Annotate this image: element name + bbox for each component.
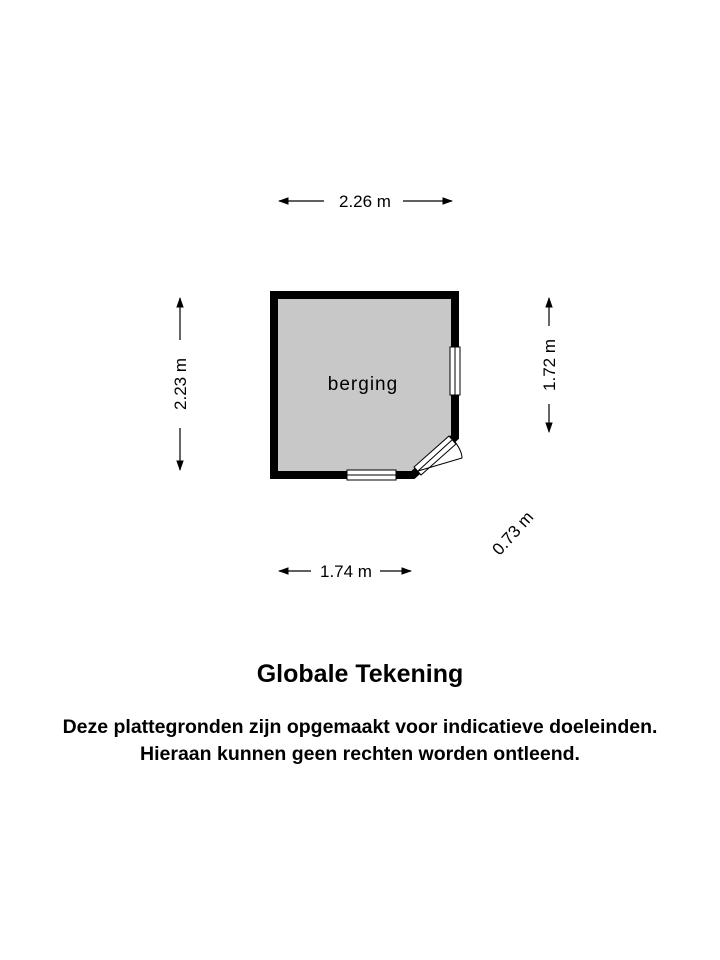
dimension-diagonal-label: 0.73 m <box>488 507 538 559</box>
window-right <box>450 347 460 395</box>
dimension-right-height-label: 1.72 m <box>540 339 559 391</box>
dimension-bottom-width <box>279 562 411 581</box>
dimension-left-height-label: 2.23 m <box>171 358 190 410</box>
dimension-diagonal <box>488 508 537 559</box>
disclaimer-line-1: Deze plattegronden zijn opgemaakt voor indicatieve doeleinden. <box>62 716 658 738</box>
room-label: berging <box>327 374 399 395</box>
disclaimer-line-2: Hieraan kunnen geen rechten worden ontleend. <box>140 743 580 765</box>
dimension-top-width <box>279 192 452 211</box>
dimension-top-width-label: 2.26 m <box>339 192 391 211</box>
drawing-title: Globale Tekening <box>256 660 464 688</box>
disclaimer <box>0 714 720 768</box>
dimension-bottom-width-label: 1.74 m <box>320 562 372 581</box>
window-bottom <box>347 470 396 480</box>
dimension-right-height <box>540 298 559 432</box>
dimension-left-height <box>171 298 190 470</box>
